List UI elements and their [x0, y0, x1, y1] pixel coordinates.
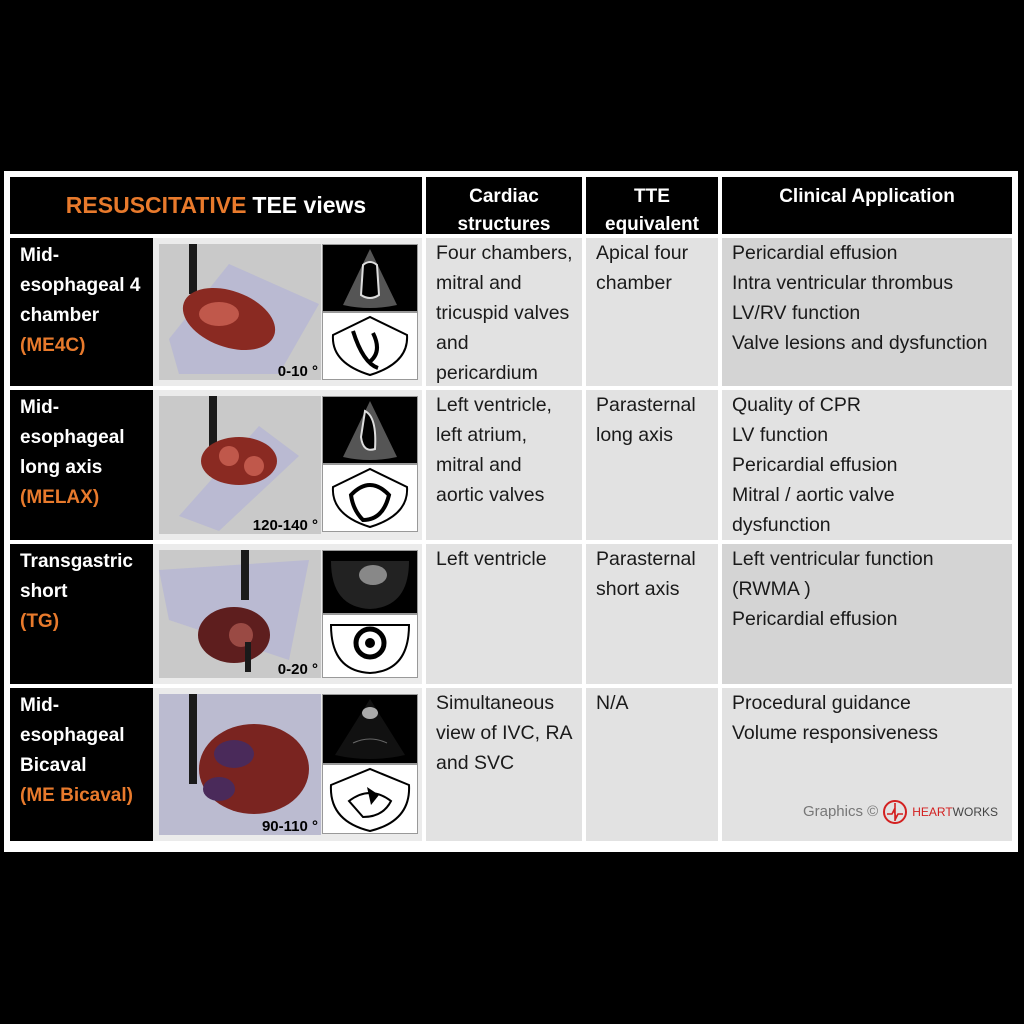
clinical-cell: [722, 544, 1012, 684]
tte-cell: [586, 238, 718, 386]
heart-model-image: [159, 244, 321, 380]
cardiac-line: aortic valves: [436, 484, 545, 506]
col-header-cardiac: Cardiac structures: [426, 177, 582, 234]
view-angle: 90-110 °: [261, 818, 318, 835]
view-illustration-me-bicaval: [153, 688, 422, 841]
heartworks-logo-icon: [882, 799, 908, 825]
echo-scan-image: [322, 694, 418, 764]
row-label-tg: [10, 544, 153, 684]
cardiac-line: Four chambers,: [436, 242, 573, 264]
row-name: Mid-esophageal Bicaval: [20, 695, 125, 776]
clinical-line: LV/RV function: [732, 302, 861, 324]
cardiac-cell: [426, 390, 582, 540]
tte-cell: [586, 390, 718, 540]
credit-brand: [912, 797, 998, 827]
cardiac-line: mitral and: [436, 272, 522, 294]
row-name: Mid-esophageal long axis: [20, 397, 125, 478]
row-label-melax: [10, 390, 153, 540]
row-abbr: (ME Bicaval): [20, 785, 133, 806]
heart-model-image: [159, 694, 321, 835]
heart-model-image: [159, 550, 321, 678]
tte-line: chamber: [596, 272, 672, 294]
cardiac-cell: [426, 238, 582, 386]
view-angle: 0-20 °: [277, 661, 318, 678]
echo-scan-image: [322, 396, 418, 464]
graphics-credit: [803, 797, 998, 827]
clinical-line: Valve lesions and dysfunction: [732, 332, 988, 354]
clinical-line: Volume responsiveness: [732, 722, 938, 744]
cardiac-line: Left ventricle,: [436, 394, 552, 416]
tte-line: short axis: [596, 578, 680, 600]
clinical-cell: [722, 238, 1012, 386]
clinical-cell: [722, 688, 1012, 841]
schematic-diagram-image: [322, 614, 418, 678]
schematic-diagram-image: [322, 312, 418, 380]
table-title: [10, 177, 422, 234]
credit-prefix: Graphics ©: [802, 803, 879, 820]
clinical-line: Pericardial effusion: [732, 608, 898, 630]
tte-line: long axis: [596, 424, 673, 446]
view-angle: 0-10 °: [277, 363, 318, 380]
clinical-cell: [722, 390, 1012, 540]
brand-part-a: HEART: [912, 805, 953, 819]
row-name: Transgastric short: [20, 551, 133, 602]
col-header-tte: TTE equivalent: [586, 177, 718, 234]
cardiac-line: mitral and: [436, 454, 522, 476]
title-accent: RESUSCITATIVE: [65, 192, 247, 218]
col-header-clinical: Clinical Application: [722, 177, 1012, 234]
cardiac-cell: [426, 544, 582, 684]
view-illustration-tg: [153, 544, 422, 684]
tee-views-table: [4, 171, 1018, 852]
clinical-line: dysfunction: [732, 514, 831, 536]
cardiac-line: and: [436, 332, 469, 354]
cardiac-line: tricuspid valves: [436, 302, 570, 324]
clinical-line: Mitral / aortic valve: [732, 484, 895, 506]
heart-model-image: [159, 396, 321, 534]
tte-line: Apical four: [596, 242, 689, 264]
row-label-me-bicaval: [10, 688, 153, 841]
row-abbr: (TG): [20, 611, 60, 632]
clinical-line: (RWMA ): [732, 578, 811, 600]
tte-line: Parasternal: [596, 548, 696, 570]
tte-cell: [586, 544, 718, 684]
tte-line: Parasternal: [596, 394, 696, 416]
echo-scan-image: [322, 550, 418, 614]
cardiac-cell: [426, 688, 582, 841]
schematic-diagram-image: [322, 464, 418, 532]
clinical-line: LV function: [732, 424, 829, 446]
cardiac-line: view of IVC, RA: [436, 722, 573, 744]
cardiac-line: Simultaneous: [436, 692, 555, 714]
title-rest: TEE views: [252, 192, 367, 218]
tte-line: N/A: [596, 692, 629, 714]
schematic-diagram-image: [322, 764, 418, 834]
clinical-line: Intra ventricular thrombus: [732, 272, 954, 294]
clinical-line: Pericardial effusion: [732, 242, 898, 264]
cardiac-line: left atrium,: [436, 424, 528, 446]
row-abbr: (ME4C): [20, 335, 86, 356]
tte-cell: [586, 688, 718, 841]
cardiac-line: pericardium: [436, 362, 538, 384]
echo-scan-image: [322, 244, 418, 312]
clinical-line: Procedural guidance: [732, 692, 911, 714]
view-illustration-melax: [153, 390, 422, 540]
view-angle: 120-140 °: [252, 517, 318, 534]
row-name: Mid-esophageal 4 chamber: [20, 245, 141, 326]
row-abbr: (MELAX): [20, 487, 100, 508]
cardiac-line: Left ventricle: [436, 548, 547, 570]
clinical-line: Pericardial effusion: [732, 454, 898, 476]
view-illustration-me4c: [153, 238, 422, 386]
cardiac-line: and SVC: [436, 752, 515, 774]
clinical-line: Quality of CPR: [732, 394, 861, 416]
clinical-line: Left ventricular function: [732, 548, 934, 570]
brand-part-b: WORKS: [952, 805, 998, 819]
row-label-me4c: [10, 238, 153, 386]
